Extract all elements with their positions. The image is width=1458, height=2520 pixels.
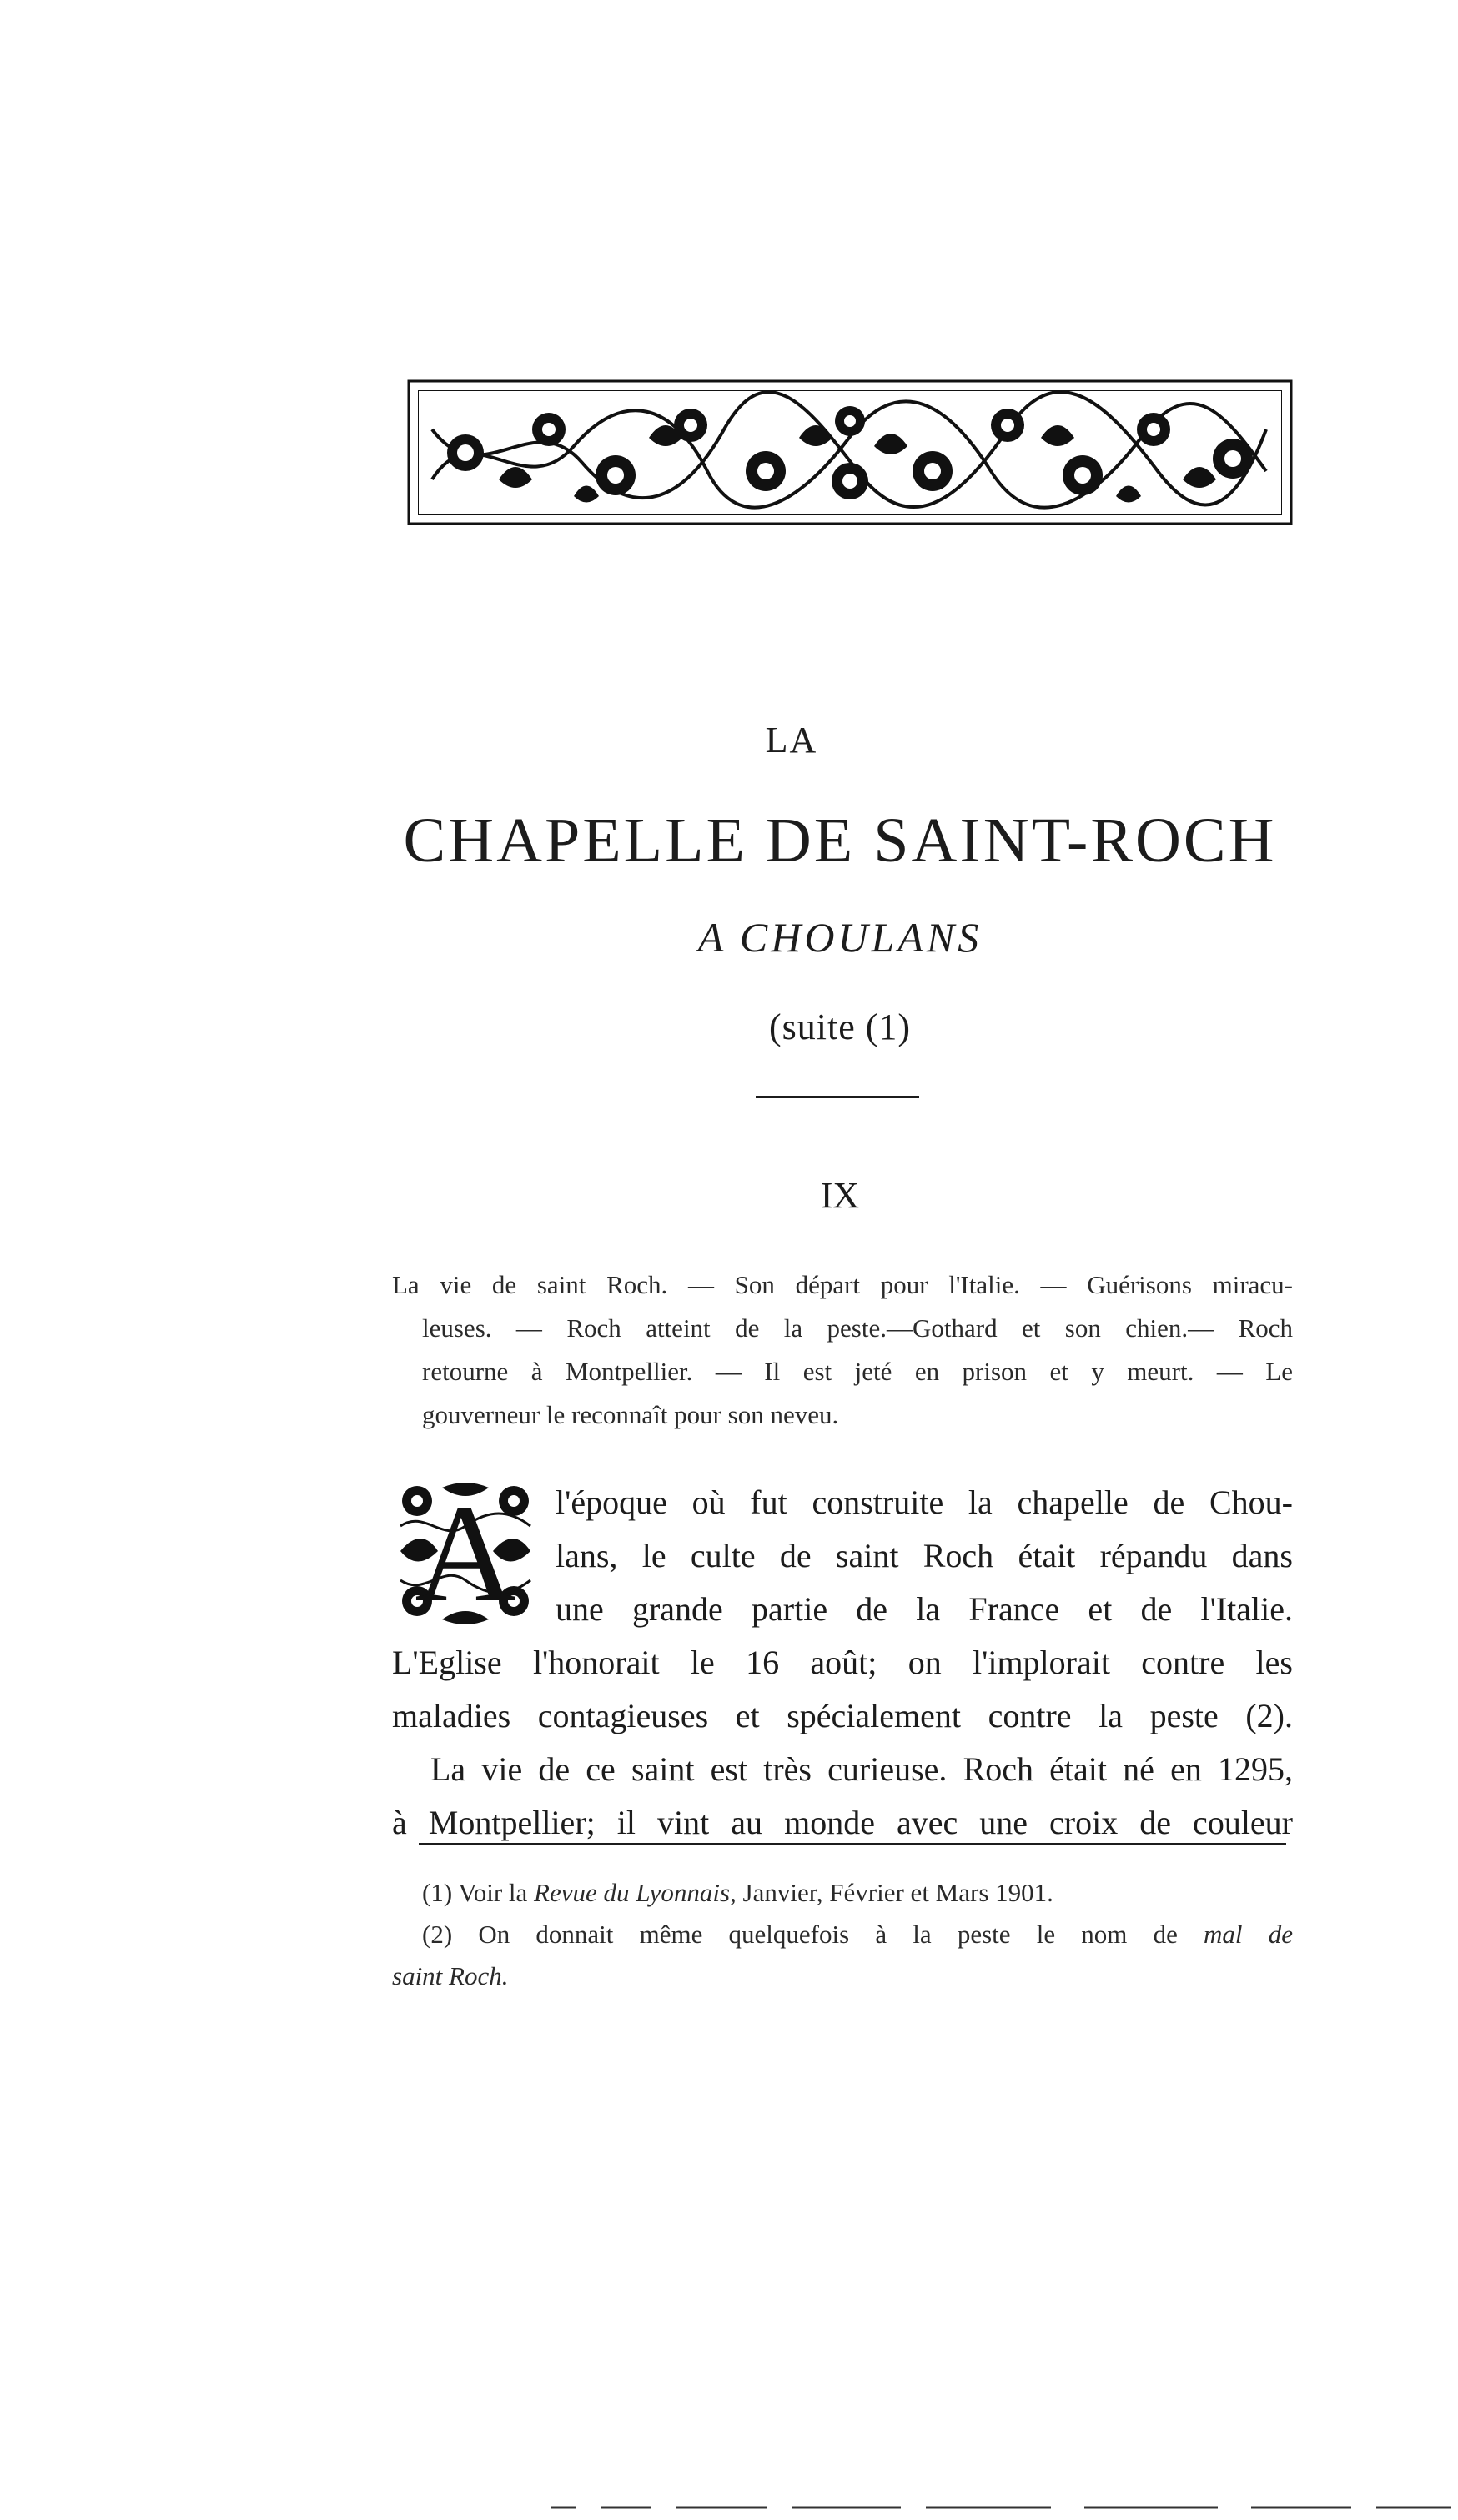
summary-line: La vie de saint Roch. — Son départ pour l'Italie. — Guérisons miracu- [392, 1270, 1293, 1299]
body-line: La vie de ce saint est très curieuse. Roch était né en 1295, [430, 1750, 1293, 1788]
page-subtitle: A CHOULANS [697, 914, 983, 961]
summary-line: leuses. — Roch atteint de la peste.—Gothard et son chien.— Roch [422, 1313, 1293, 1343]
footnote-2-text: (2) On donnait même quelquefois à la peste le nom de [422, 1920, 1204, 1949]
footnotes [392, 1872, 1293, 1997]
body-line: à Montpellier; il vint au monde avec une croix de couleur [392, 1804, 1293, 1841]
footnote-2-continuation: saint Roch. [392, 1961, 509, 1990]
footnote-1-journal: Revue du Lyonnais, [534, 1878, 737, 1907]
footnote-1-suffix: Janvier, Février et Mars 1901. [736, 1878, 1053, 1907]
footnote-divider [419, 1843, 1286, 1845]
body-line: une grande partie de la France et de l'Italie. [556, 1590, 1293, 1628]
page-title: CHAPELLE DE SAINT-ROCH [403, 806, 1277, 876]
body-line: L'Eglise l'honorait le 16 août; on l'implorait contre les [392, 1644, 1293, 1681]
footnote-2 [392, 1914, 1293, 1955]
footnote-1-prefix: (1) Voir la [422, 1878, 535, 1907]
summary-line: gouverneur le reconnaît pour son neveu. [422, 1400, 839, 1429]
body-line: l'époque où fut construite la chapelle de Chou- [556, 1483, 1293, 1521]
body-text [392, 1476, 1293, 1850]
ornamental-headband [407, 379, 1293, 525]
footnote-1 [392, 1872, 1293, 1914]
page-edge-marks [551, 2506, 1458, 2509]
footnote-2-italic: mal de [1204, 1920, 1293, 1949]
drop-capital-letter: A [415, 1476, 516, 1631]
summary-line: retourne à Montpellier. — Il est jeté en prison et y meurt. — Le [422, 1357, 1293, 1386]
title-divider [756, 1096, 919, 1098]
chapter-summary [392, 1263, 1293, 1437]
body-line: maladies contagieuses et spécialement contre la peste (2). [392, 1697, 1293, 1734]
body-line: lans, le culte de saint Roch était répandu dans [556, 1537, 1293, 1574]
title-article: LA [765, 720, 818, 761]
chapter-number: IX [820, 1175, 860, 1216]
continuation-note: (suite (1) [768, 1006, 912, 1047]
